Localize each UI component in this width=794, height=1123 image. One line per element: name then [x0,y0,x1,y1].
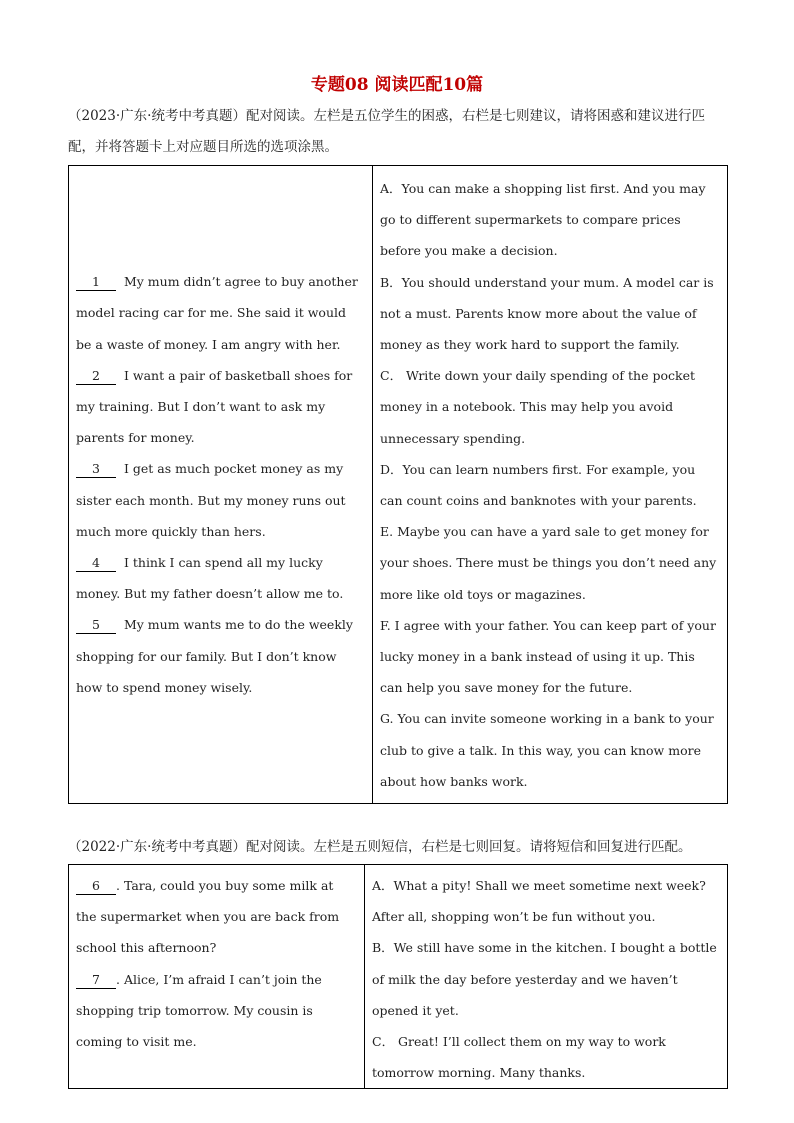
question-text: I get as much pocket money as my sister each month. But my money runs out much more quickly than hers. [76,461,346,539]
question-item [76,360,365,454]
option-item: C． Write down your daily spending of the pocket money in a notebook. This may help you avoid unnecessary spending. [380,368,695,446]
matching-table-2 [68,864,728,1089]
question-item [76,453,365,547]
advice-column [373,166,728,804]
answer-blank[interactable]: 4 [76,554,116,572]
answer-blank[interactable]: 5 [76,616,116,634]
option-item: G. You can invite someone working in a bank to your club to give a talk. In this way, you can know more about how banks work. [380,711,714,789]
question-item [76,870,357,964]
section2-intro: （2022·广东·统考中考真题）配对阅读。左栏是五则短信，右栏是七则回复。请将短信和回复进行匹配。 [68,839,692,855]
question-text: I think I can spend all my lucky money. But my father doesn’t allow me to. [76,554,344,602]
option-item: E. Maybe you can have a yard sale to get money for your shoes. There must be things you don’t need any more like old toys or magazines. [380,524,717,602]
answer-blank[interactable]: 1 [76,273,116,291]
question-text: I want a pair of basketball shoes for my training. But I don’t want to ask my parents for money. [76,367,353,446]
answer-blank[interactable]: 7 [76,971,116,989]
answer-blank[interactable]: 2 [76,367,116,385]
option-item: F. I agree with your father. You can keep part of your lucky money in a bank instead of using it up. This can help you save money for the future. [380,617,716,696]
messages-column [69,865,365,1089]
option-item: A．You can make a shopping list first. And you may go to different supermarkets to compare prices before you make a decision. [380,181,706,259]
option-item: A．What a pity! Shall we meet sometime next week? After all, shopping won’t be fun without you. [372,878,706,925]
option-item: D．You can learn numbers first. For example, you can count coins and banknotes with your parents. [380,461,697,509]
question-text: . Tara, could you buy some milk at the supermarket when you are back from school this afternoon? [76,878,340,956]
section1-intro: （2023·广东·统考中考真题）配对阅读。左栏是五位学生的困惑，右栏是七则建议，请将困惑和建议进行匹配，并将答题卡上对应题目所选的选项涂黑。 [68,108,705,155]
question-item [76,547,365,609]
answer-blank[interactable]: 3 [76,460,116,478]
option-item: B．We still have some in the kitchen. I bought a bottle of milk the day before yesterday and we haven’t opened it yet. [372,940,717,1018]
question-text: . Alice, I’m afraid I can’t join the shopping trip tomorrow. My cousin is coming to visit me. [76,971,322,1050]
question-item [76,609,365,703]
matching-table-1 [68,165,728,804]
question-text: My mum wants me to do the weekly shopping for our family. But I don’t know how to spend money wisely. [76,617,353,695]
page-title: 专题08 阅读匹配10篇 [310,75,484,95]
question-item [76,964,357,1058]
question-item [76,266,365,360]
option-item: B．You should understand your mum. A model car is not a must. Parents know more about the value of money as they work hard to support the family. [380,274,714,353]
question-text: My mum didn’t agree to buy another model racing car for me. She said it would be a waste of money. I am angry with her. [76,274,358,352]
replies-column [365,865,728,1089]
answer-blank[interactable]: 6 [76,877,116,895]
option-item: C． Great! I’ll collect them on my way to work tomorrow morning. Many thanks. [372,1034,666,1081]
problems-column [69,166,373,804]
